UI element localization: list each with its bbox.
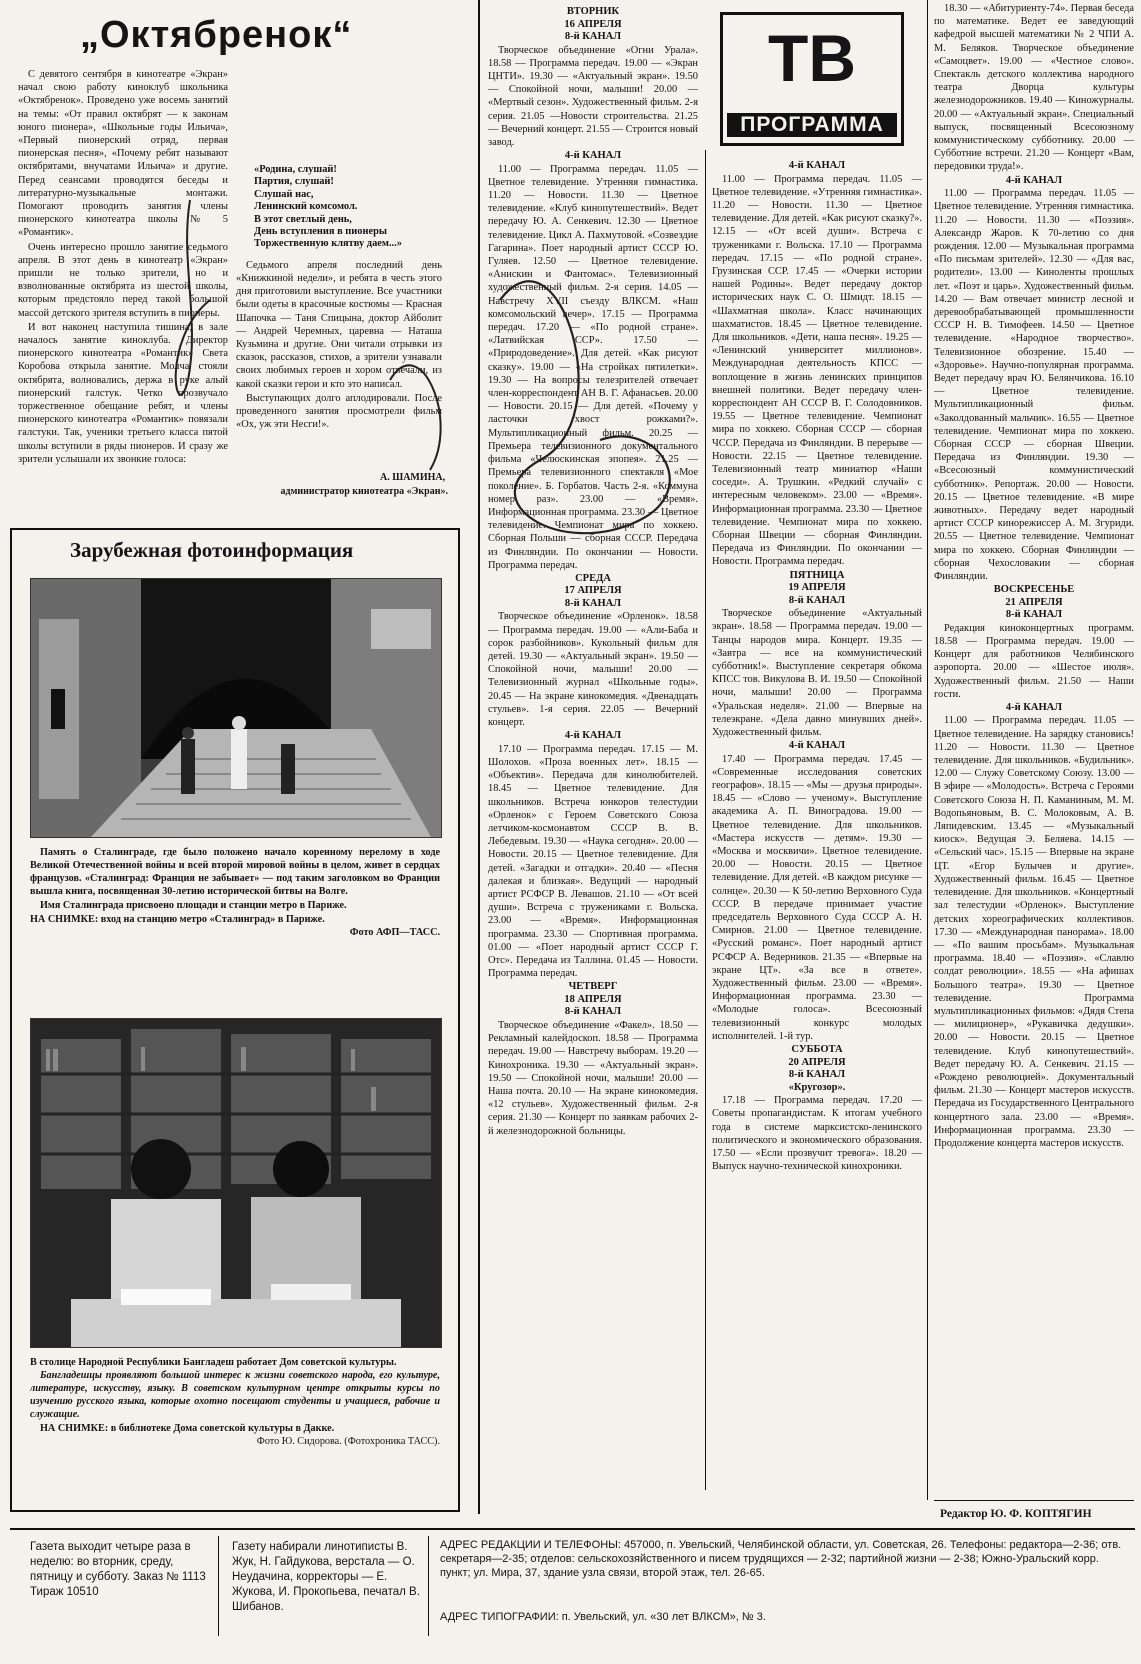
tv-day-heading: 21 АПРЕЛЯ [1005, 596, 1063, 608]
tv-day-heading: 18 АПРЕЛЯ [564, 993, 622, 1005]
tv-schedule-text: Творческое объединение «Факел». 18.50 — Рекламный калейдоскоп. 18.58 — Программа передач. 19.00 — Навстречу выборам. 19.20 — Кинохроника. 19.30 — «Актуальный экран». 19.50 — Спокойной ночи, малыши! 20.00 — Наша почта. 20.10 — На экране кинокомедия. «12 стульев». Художественный фильм. 2-я серия. 21.30 — Концерт по заявкам рабочих 2-й железнодорожной больницы. [488, 1019, 698, 1137]
oktyabrenok-col2 [236, 68, 442, 488]
tv-logo-word: ПРОГРАММА [727, 113, 897, 137]
tv-schedule-text: Редакция киноконцертных программ. 18.58 — Программа передач. 19.00 — Концерт для работников Челябинского аэропорта. 20.00 — «Шестое июля». Художественный фильм. 21.50 — Наши гости. [934, 622, 1134, 700]
tv-schedule-text: 17.18 — Программа передач. 17.20 — Советы пропагандистам. К итогам учебного года в системе марксистско-ленинского политического и экономического образования. 17.50 — «Если прозвучит тревога». 18.20 — Выпуск научно-технической кинохроники. [712, 1095, 922, 1173]
tv-day-heading: 16 АПРЕЛЯ [564, 18, 622, 30]
tv-logo-letters: ТВ [768, 21, 856, 95]
tv-schedule-text: Творческое объединение «Огни Урала». 18.58 — Программа передач. 19.00 — «Экран ЦНТИ». 19.30 — «Актуальный экран». 19.50 — Спокойной ночи, малыши! 20.00 — «Мертвый сезон». Художественный фильм. 2-я серия. 21.05 —Новости строительства. 21.25 — Вечерний концерт. 21.55 — Строится новый завод. [488, 44, 698, 148]
tv-day-heading: 8-й КАНАЛ [564, 597, 622, 609]
tv-schedule-text: 11.00 — Программа передач. 11.05 — Цветное телевидение. На зарядку становись! 11.20 — Новости. 11.30 — Цветное телевидение. Для школьников. «Будильник». 12.00 — Служу Советскому Союзу. 13.00 — В эфире — «Молодость». Встреча с Героями Советского Союза Н. П. Каманиным, М. М. Водопьяновым, В. С. Молоковым, А. В. Ляпидевским. 13.45 — «Музыкальный киоск». Ведущая Э. Беляева. 14.15 — «Сельский час». 15.15 — Впервые на экране ЦТ. «Егор Булычев и другие». Художественный фильм. 16.45 — Цветное телевидение. Для школьников. «Концертный зал телестудии «Орленок». Выступление детских хореографических коллективов. 17.30 — «Международная панорама». 18.00 — «По вашим просьбам». Музыкальная программа. 18.40 — «Поэзия». «Славлю солдат революции». 18.55 — «На афишах Большого театра». 19.30 — Цветное телевидение. Программа мультипликационных фильмов: «Дядя Степа — милиционер», «Рукавичка дедушки». 20.00 — Новости. 20.15 — Цветное телевидение. Клуб кинопутешествий». Ведет передачу Ю. А. Сенкевич. 21.15 — «Рождено революцией». Документальный фильм. 21.30 — Концерт мастеров искусств. Передача из Государственного Центрального концертного зала. 23.00 — «Время». Информационная программа. 23.30 — Продолжение концерта мастеров искусств. [934, 715, 1134, 1149]
oktyabrenok-title: „Октябренок“ [80, 14, 353, 56]
poem-line: День вступления в пионеры [254, 226, 387, 238]
library-photo-credit: Фото Ю. Сидорова. (Фотохроника ТАСС). [256, 1436, 440, 1447]
tv-divider-1 [705, 150, 706, 1490]
library-caption-text: Бангладешцы проявляют большой интерес к жизни советского народа, его культуре, литературе, искусству, языку. В советском культурном центре открыты курсы по изучению русского языка, которые охотно посещают студенты и учащиеся, рабочие и служащие. [30, 1370, 440, 1420]
tv-day-heading: 4-й КАНАЛ [564, 150, 622, 162]
tv-day-heading: 4-й КАНАЛ [1005, 174, 1063, 186]
library-photo-image [31, 1019, 441, 1347]
tv-day-heading: СРЕДА [575, 572, 611, 584]
editor-rule [934, 1500, 1134, 1501]
tv-schedule-text: 11.00 — Программа передач. 11.05 — Цветное телевидение. Утренняя гимнастика. 11.20 — Новости. 11.30 — «Поэзия». Александр Жаров. К 70-летию со дня рождения. 12.00 — Музыкальная программа «По письмам зрителей». 12.30 — «Для вас, родители». 13.00 — Киноленты прошлых лет. «Поэт и царь». Художественный фильм. 14.20 — Вам отвечает министр лесной и деревообрабатывающей промышленности СССР Н. В. Тимофеев. 14.50 — Цветное телевидение. «Народное творчество». Телевизионное обозрение. 15.40 — «Здоровье». Научно-популярная программа. Ведет передачу врач Ю. Белянчикова. 16.10 — Цветное телевидение. Мультипликационный фильм. «Заколдованный мальчик». 16.55 — Цветное телевидение. Чемпионат мира по хоккею. Сборная СССР — сборная Швеции. Передача из Финляндии. 19.30 — «Всесоюзный коммунистический субботник». Репортаж. 20.00 — Новости. 20.15 — Цветное телевидение. «В мире животных». Передачу ведет народный артист СССР кинорежиссер А. М. Згуриди. 20.55 — Цветное телевидение. Чемпионат мира по хоккею. Сборная Финляндии — сборная Чехословакии — сборная Финляндии. [934, 188, 1134, 583]
tv-day-heading: 20 АПРЕЛЯ [788, 1056, 846, 1068]
editor-line: Редактор Ю. Ф. КОПТЯГИН [940, 1508, 1092, 1520]
oktyabrenok-p3: И вот наконец наступила тишина, в зале началось занятие киноклуба. Директор пионерского кинотеатра «Романтик» Света Коробова открыла занятие. Молча стояли октябрята, волновались, держа в руке алый пионерский галстук. Четко прозвучало торжественное обещание ребят, и члены пионерского кинотеатра «Романтик» повязали галстуки. Так, ученики третьего класса пятой школы вступили в ряды пионеров. И сразу же зрители услышали их звонкие голоса: [18, 321, 228, 465]
oktyabrenok-p2: Очень интересно прошло занятие седьмого апреля. В этот день в кинотеатр «Экран» пришли не только зрители, но и взволнованные октябрята из шестой школы, которым предстояло перед такой большой массой детского зрителя вступить в пионеры. [18, 241, 228, 319]
tv-schedule-text: 17.10 — Программа передач. 17.15 — М. Шолохов. «Проза военных лет». 18.15 — «Объектив». Передача для кинолюбителей. 18.45 — Цветное телевидение. Для школьников. Встреча юнкоров телестудии «Орленок» с Героем Советского Союза летчиком-космонавтом СССР В. В. Лебедевым. 19.30 — «Наука сегодня». 20.00 — Новости. 20.15 — Цветное телевидение. Для детей. «Загадки и отгадки». 20.40 — «Песня далекая и близкая». Ведущий — народный артист РСФСР В. Левашов. 21.10 — «От всей души». Встреча с тружениками г. Вольска. 23.00 — «Время». Информационная программа. 23.30 — Спортивная программа. 01.00 — «Поет народный артист СССР Г. Отс». Передача из Таллина. 01.45 — Новости. Программа передач. [488, 743, 698, 980]
tv-schedule-text: 11.00 — Программа передач. 11.05 — Цветное телевидение. «Утренняя гимнастика». 11.20 — Новости. 11.30 — Цветное телевидение. Для детей. «Как рисуют сказку?». 12.15 — «От всей души». Встреча с тружениками г. Вольска. 17.10 — Программа передач. 17.15 — «По родной стране». Грузинская ССР. 17.45 — «Очерки истории нашей Родины». Ведет передачу доктор исторических наук С. О. Шмидт. 18.15 — «Шахматная школа». Класс начинающих шахматистов. 18.45 — Цветное телевидение. Для школьников. «Дети, наша песня». 19.25 — «Ленинский университет миллионов». Международная деятельность КПСС — воплощение в жизнь ленинских принципов внешней политики. Ведет передачу член-корреспондент АН СССР В. Г. Солодовников. 19.55 — Цветное телевидение. Чемпионат мира по хоккею. Сборная СССР — сборная ЧССР. Передача из Финляндии. В перерыве — Новости. 22.15 — Цветное телевидение. Телевизионный театр миниатюр «Наши соседи». А. Трушкин. «Редкий случай» с интересным человеком». 23.00 — «Время». Информационная программа. 23.30 — Цветное телевидение. Чемпионат мира по хоккею. Сборная Швеции — сборная Финляндии. Передача из Финляндии. По окончании — Новости. Программа передач. [712, 173, 922, 568]
oktyabrenok-p1: С девятого сентября в кинотеатре «Экран» начал свою работу киноклуб школьника «Октябренок». Проведено уже восемь занятий на темы: «От правил октябрят — к законам юного пионера», «Школьные годы Ильича», «Первый пионерский отряд, первая пионерская песня», «Почему ребят называют октябрятами, внучатами Ильича» и другие. Перед сеансами проводятся беседы и литературно-музыкальные монтажи. Помогают проводить занятия члены пионерского кинотеатра школы № 5 «Романтик». [18, 69, 228, 239]
metro-photo [30, 578, 442, 838]
tv-schedule-text: Творческое объединение «Орленок». 18.58 — Программа передач. 19.00 — «Али-Баба и сорок разбойников». Кукольный фильм для детей. 19.30 — «Актуальный экран». 19.50 — Спокойной ночи, малыши! 20.00 — Телевизионный журнал «Школьные годы». 20.45 — На экране кинокомедия. «Двенадцать стульев». 1-я серия. 22.05 — Вечерний концерт. [488, 611, 698, 729]
tv-day-heading: 17 АПРЕЛЯ [564, 585, 622, 597]
library-photo [30, 1018, 442, 1348]
tv-day-heading: «Кругозор». [788, 1081, 846, 1093]
library-caption-snimke: НА СНИМКЕ: в библиотеке Дома советской культуры в Дакке. [40, 1423, 335, 1434]
oktyabrenok-poem [254, 164, 442, 251]
metro-caption [30, 846, 440, 939]
tv-schedule-text: 11.00 — Программа передач. 11.05 — Цветное телевидение. Утренняя гимнастика. 11.20 — Новости. 11.30 — Цветное телевидение. «Клуб кинопутешествий». Ведет передачу Ю. А. Сенкевич. 12.30 — Цветное телевидение. Цикл А. Пахмутовой. «Созвездие Гагарина». Поет народный артист СССР Ю. Гуляев. 12.50 — Цветное телевидение. «Анискин и Фантомас». Телевизионный художественный фильм. 2-я серия. 14.05 — Навстречу XVII съезду ВЛКСМ. «Наш комсомольский вечер». 17.15 — Программа передач. 17.20 — «По родной стране». «Латвийская ССР». 17.50 — «Природоведение». Для детей. «Как рисуют сказку». 19.00 — «На стройках пятилетки». 19.30 — На вопросы телезрителей отвечает член-корреспондент АН В. Г. Афанасьев. 20.00 — Новости. 20.15 — Для детей. «Почему у ласточки хвост рожками?». Мультипликационный фильм. 20.25 — Премьера телевизионного документального фильма «Челюскинская эпопея». 21.25 — Премьера телевизионного спектакля «Мое поколение». Б. Горбатов. Часть 2-я. «Коммуна номер раз». 23.00 — «Время». Информационная программа. 23.30 — Цветное телевидение. Чемпионат мира по хоккею. Сборная Польши — сборная СССР. Передача из Финляндии. По окончании — Новости. Программа передач. [488, 163, 698, 571]
oktyabrenok-p5: Выступающих долго аплодировали. После проведенного занятия просмотрели фильм «Ох, уж эти Несги!». [236, 392, 442, 431]
poem-line: В этот светлый день, [254, 213, 352, 225]
tv-day-heading: 4-й КАНАЛ [788, 740, 846, 752]
tv-schedule-text: Творческое объединение «Актуальный экран». 18.58 — Программа передач. 19.00 — Танцы народов мира. Концерт. 19.35 — «Завтра — все на коммунистический субботник!». Выступление секретаря обкома КПСС тов. Викулова В. И. 19.50 — Спокойной ночи, малыши! 20.00 — Программа «Уральская неделя». 21.00 — Впервые на телеэкране. «Дела давно минувших дней». Художественный фильм. [712, 608, 922, 738]
tv-day-heading: 8-й КАНАЛ [1005, 609, 1063, 621]
column-divider [478, 0, 480, 1514]
tv-column-tuesday-wednesday-thursday [488, 6, 698, 1476]
tv-divider-2 [927, 0, 928, 1500]
footer-publication-info: Газета выходит четыре раза в неделю: во вторник, среду, пятницу и субботу. Заказ № 1113 Тираж 10510 [30, 1541, 206, 1598]
metro-caption-snimke: НА СНИМКЕ: вход на станцию метро «Сталинград» в Париже. [30, 914, 325, 925]
poem-line: Ленинский комсомол. [254, 201, 358, 213]
tv-day-heading: 8-й КАНАЛ [788, 1069, 846, 1081]
metro-caption-text: Память о Сталинграде, где было положено начало коренному перелому в ходе Великой Отечественной войны и всей второй мировой войны в целом, живет в сердцах французов. «Сталинград: Франция не забывает» — под таким заголовком во Франции вышла книга, посвященная 30-летию исторической битвы на Волге. [30, 847, 440, 897]
tv-logo [720, 12, 904, 146]
poem-line: Слушай нас, [254, 188, 314, 200]
author-role: администратор кинотеатра «Экран». [280, 486, 448, 497]
tv-schedule-text: 17.40 — Программа передач. 17.45 — «Современные исследования советских географов». 18.15 — «Мы — друзья природы». 18.45 — «Слово — ученому». Выступление академика А. П. Виноградова. 19.00 — Цветное телевидение. Для школьников. «Мастера искусств — детям». 19.30 — «Москва и москвичи». Цветное телевидение. 20.00 — Новости. 20.15 — Цветное телевидение. Для детей. «В каждом рисунке — солнце». 20.30 — К 50-летию Верховного Суда СССР. В передаче принимает участие председатель Верховного Суда СССР А. Н. Смирнов. 21.00 — Цветное телевидение. «Русский романс». Поет народный артист РСФСР А. Ведерников. 21.35 — «Впервые на экране ЦТ». «За все в ответе». Художественный фильм. 23.00 — «Время». Информационная программа. 23.30 — «Молодые голоса». Всесоюзный телевизионный конкурс молодых исполнителей. 1-й тур. [712, 753, 922, 1042]
tv-schedule-text: 18.30 — «Абитуриенту-74». Первая беседа по математике. Ведет ее заведующий кафедрой высшей математики № 2 ЧПИ А. М. Беляков. Творческое объединение «Самоцвет». 19.00 — «Честное слово». Спектакль детского коллектива народного театра Дворца культуры железнодорожников. 19.40 — Киножурналы. 20.00 — «Актуальный экран». Специальный выпуск, посвященный Всесоюзному коммунистическому субботнику. 20.00 — Субботние встречи. 21.20 — Концерт «Вам, передовики труда!». [934, 3, 1134, 173]
tv-day-heading: ПЯТНИЦА [789, 569, 845, 581]
footer-address: АДРЕС РЕДАКЦИИ И ТЕЛЕФОНЫ: 457000, п. Увельский, Челябинской области, ул. Советская, 26. Телефоны: редактора—2-36; отв. секретаря—2-35; отделов: сельскохозяйственного и писем трудящихся — 2-32; партийной жизни — 2-38; Южно-Уральский корр. пункт; ул. Мира, 37, здание узла связи, второй этаж, тел. 26-65. [440, 1539, 1122, 1579]
oktyabrenok-col1 [18, 68, 228, 506]
tv-day-heading: 4-й КАНАЛ [788, 160, 846, 171]
tv-column-thursday-friday-saturday [712, 160, 922, 1476]
tv-column-saturday-sunday [934, 2, 1134, 1500]
library-caption-lead: В столице Народной Республики Бангладеш работает Дом советской культуры. [30, 1357, 397, 1368]
footer-divider-2 [428, 1536, 429, 1636]
footer-divider-1 [218, 1536, 219, 1636]
tv-day-heading: ЧЕТВЕРГ [568, 981, 618, 993]
poem-line: Торжественную клятву даем...» [254, 238, 402, 250]
tv-day-heading: ВОСКРЕСЕНЬЕ [993, 584, 1075, 596]
poem-line: Партия, слушай! [254, 176, 334, 188]
footer-print-address: АДРЕС ТИПОГРАФИИ: п. Увельский, ул. «30 лет ВЛКСМ», № 3. [440, 1611, 766, 1623]
photo-section-title: Зарубежная фотоинформация [70, 538, 354, 562]
footer-staff-info: Газету набирали линотиписты В. Жук, Н. Гайдукова, верстала — О. Неудачина, корректоры — Е. Жукова, И. Прокопьева, печатал В. Шибанов. [232, 1541, 420, 1613]
tv-day-heading: 8-й КАНАЛ [564, 31, 622, 42]
metro-caption-text-2: Имя Сталинграда присвоено площади и станции метро в Париже. [40, 900, 347, 911]
metro-photo-credit: Фото АФП—ТАСС. [349, 927, 440, 938]
tv-day-heading: 4-й КАНАЛ [564, 730, 622, 742]
tv-day-heading: 8-й КАНАЛ [788, 594, 846, 606]
tv-day-heading: 4-й КАНАЛ [1005, 701, 1063, 713]
oktyabrenok-p4: Седьмого апреля последний день «Книжкиной недели», и ребята в честь этого дня приготовили выступление. Все участники были одеты в красочные костюмы — Красная Шапочка — Таня Спицына, доктор Айболит — Андрей Черемных, царевна — Наташа Кузьмина и другие. Они читали отрывки из сказок, рассказов, стихов, а зрители узнавали своих любимых героев и хором отвечали, из какой сказки герои и кто это написал. [236, 259, 442, 390]
tv-day-heading: 8-й КАНАЛ [564, 1006, 622, 1018]
author-name: А. ШАМИНА, [380, 472, 446, 483]
poem-line: «Родина, слушай! [254, 164, 337, 175]
tv-day-heading: ВТОРНИК [566, 6, 620, 17]
tv-day-heading: 19 АПРЕЛЯ [788, 582, 846, 594]
tv-day-heading: СУББОТА [791, 1044, 843, 1056]
metro-photo-image [31, 579, 441, 837]
footer-rule [10, 1528, 1135, 1530]
library-caption [30, 1356, 440, 1448]
